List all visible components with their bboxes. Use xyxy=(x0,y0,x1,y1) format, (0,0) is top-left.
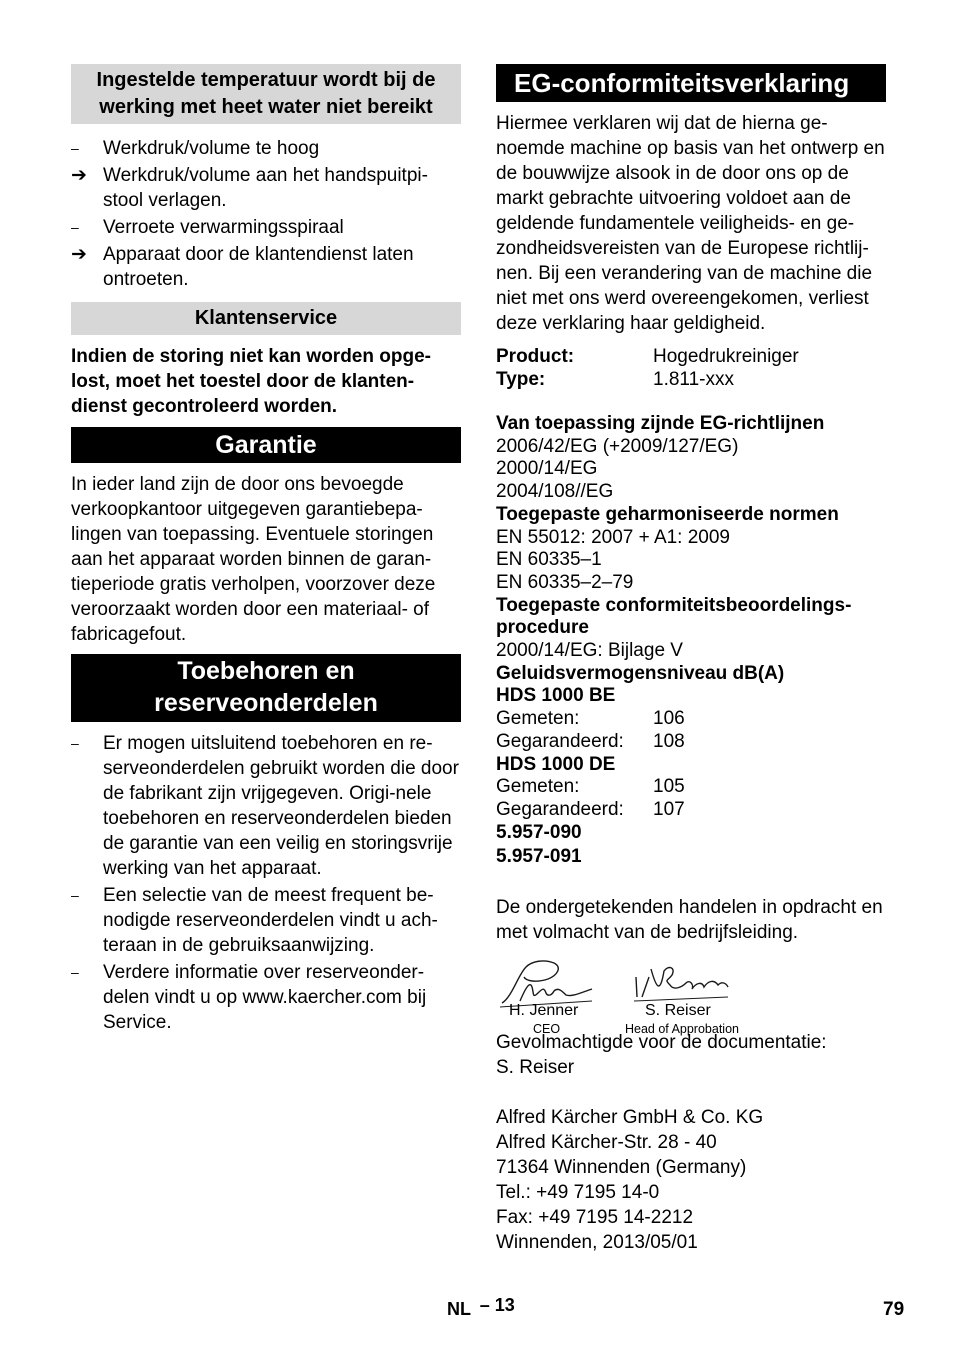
company-address xyxy=(496,1105,886,1255)
conformity-heading: EG-conformiteitsverklaring xyxy=(496,64,886,102)
measured-row xyxy=(496,776,886,799)
list-item-text: Verroete verwarmingsspiraal xyxy=(103,217,344,238)
directive-item: 2004/108//EG xyxy=(496,481,614,503)
address-line: Winnenden, 2013/05/01 xyxy=(496,1232,698,1254)
directive-item: 2000/14/EG xyxy=(496,458,598,480)
sound-heading: Geluidsvermogensniveau dB(A) xyxy=(496,662,785,684)
warranty-heading: Garantie xyxy=(71,427,461,463)
dash-icon: – xyxy=(71,887,79,903)
dash-icon: – xyxy=(71,735,79,751)
accessories-heading xyxy=(71,654,461,722)
section-page-number: – 13 xyxy=(479,1295,515,1315)
accessories-heading-line: reserveonderdelen xyxy=(154,689,378,717)
part-number: 5.957-091 xyxy=(496,846,582,868)
directive-item: 2006/42/EG (+2009/127/EG) xyxy=(496,435,739,457)
type-row xyxy=(496,368,886,391)
temperature-heading: Ingestelde temperatuur wordt bij de werking met heet water niet bereikt xyxy=(71,64,461,124)
list-item-text: Werkdruk/volume aan het handspuitpi-stool verlagen. xyxy=(103,165,428,211)
product-row xyxy=(496,345,886,368)
footer-language xyxy=(447,1295,515,1320)
guaranteed-row xyxy=(496,731,886,754)
list-item xyxy=(71,215,461,240)
dash-icon: – xyxy=(71,219,79,235)
guaranteed-value: 107 xyxy=(653,798,685,820)
address-line: Alfred Kärcher-Str. 28 - 40 xyxy=(496,1132,717,1154)
model-name: HDS 1000 BE xyxy=(496,685,616,707)
address-line: Alfred Kärcher GmbH & Co. KG xyxy=(496,1107,764,1129)
list-item xyxy=(71,883,461,958)
list-item xyxy=(71,136,461,161)
product-value: Hogedrukreiniger xyxy=(653,346,799,367)
dash-icon: – xyxy=(71,140,79,156)
page-number: 79 xyxy=(883,1299,905,1320)
product-label: Product: xyxy=(496,346,575,367)
conformity-intro: Hiermee verklaren wij dat de hierna ge-noemde machine op basis van het ontwerp en de bouwwijze alsook in de door ons op de markt gebrachte uitvoering voldoet aan de geldende fundamentele veiligheids- en ge-zondheidsvereisten van de Europese richtlij-nen. Bij een verandering van de machine die niet met ons werd overeengekomen, verliest deze verklaring haar geldigheid. xyxy=(496,113,885,334)
address-line: 71364 Winnenden (Germany) xyxy=(496,1157,747,1179)
directives-heading: Van toepassing zijnde EG-richtlijnen xyxy=(496,413,825,434)
list-item xyxy=(71,731,461,881)
guaranteed-label: Gegarandeerd: xyxy=(496,798,624,820)
documentation-label: Gevolmachtigde voor de documentatie: xyxy=(496,1032,827,1054)
measured-value: 105 xyxy=(653,776,685,798)
warranty-text: In ieder land zijn de door ons bevoegde verkoopkantoor uitgegeven garantiebepa-lingen van toepassing. Eventuele storingen aan het apparaat worden binnen de garan-tieperiode gratis verholpen, voorzover deze veroorzaakt worden door een materiaal- of fabricagefout. xyxy=(71,474,436,645)
temperature-list xyxy=(71,136,461,292)
list-item xyxy=(71,163,461,213)
signers-text: De ondergetekenden handelen in opdracht en met volmacht van de bedrijfsleiding. xyxy=(496,897,883,944)
list-item xyxy=(71,960,461,1035)
arrow-right-icon: ➔ xyxy=(71,165,87,186)
norm-item: EN 55012: 2007 + A1: 2009 xyxy=(496,526,731,548)
address-line: Fax: +49 7195 14-2212 xyxy=(496,1207,694,1229)
customer-service-heading: Klantenservice xyxy=(71,302,461,335)
customer-service-text: Indien de storing niet kan worden opge-lost, moet het toestel door de klanten-dienst gecontroleerd worden. xyxy=(71,346,431,417)
accessories-list xyxy=(71,731,461,1035)
part-number: 5.957-090 xyxy=(496,821,582,843)
guaranteed-row xyxy=(496,799,886,822)
signer-role: Head of Approbation xyxy=(625,1022,739,1037)
norm-item: EN 60335–1 xyxy=(496,549,602,571)
norm-item: EN 60335–2–79 xyxy=(496,571,634,593)
left-column xyxy=(71,64,461,1035)
list-item-text: Er mogen uitsluitend toebehoren en re-serveonderdelen gebruikt worden die door de fabrikant zijn vrijgegeven. Origi-nele toebehoren en reserveonderdelen bieden de garantie van een veilig en storingsvrije werking van het apparaat. xyxy=(103,733,459,879)
guaranteed-value: 108 xyxy=(653,730,685,752)
dash-icon: – xyxy=(71,964,79,980)
list-item-text: Werkdruk/volume te hoog xyxy=(103,138,320,159)
procedure-value: 2000/14/EG: Bijlage V xyxy=(496,640,683,662)
measured-row xyxy=(496,708,886,731)
list-item-text: Apparaat door de klantendienst laten ontroeten. xyxy=(103,244,414,290)
procedure-heading: procedure xyxy=(496,617,589,639)
address-line: Tel.: +49 7195 14-0 xyxy=(496,1182,660,1204)
list-item-text: Een selectie van de meest frequent be-nodigde reserveonderdelen vindt u ach-teraan in de gebruiksaanwijzing. xyxy=(103,885,438,956)
list-item xyxy=(71,242,461,292)
norms-heading: Toegepaste geharmoniseerde normen xyxy=(496,503,839,525)
measured-value: 106 xyxy=(653,708,685,730)
right-column xyxy=(496,64,886,1255)
signer-name: H. Jenner xyxy=(509,1002,579,1020)
product-info xyxy=(496,345,886,391)
guaranteed-label: Gegarandeerd: xyxy=(496,730,624,752)
signature-block xyxy=(496,957,886,1037)
type-label: Type: xyxy=(496,369,546,390)
measured-label: Gemeten: xyxy=(496,708,580,730)
language-code: NL xyxy=(447,1299,471,1319)
measured-label: Gemeten: xyxy=(496,776,580,798)
type-value: 1.811-xxx xyxy=(653,369,734,390)
list-item-text: Verdere informatie over reserveonder-delen vindt u op www.kaercher.com bij Service. xyxy=(103,962,427,1033)
documentation-name: S. Reiser xyxy=(496,1057,575,1079)
directives-block xyxy=(496,413,886,869)
signer-name: S. Reiser xyxy=(645,1002,711,1020)
procedure-heading: Toegepaste conformiteitsbeoordelings- xyxy=(496,594,852,616)
model-name: HDS 1000 DE xyxy=(496,753,616,775)
signer-role: CEO xyxy=(533,1022,561,1037)
accessories-heading-line: Toebehoren en xyxy=(177,657,355,685)
arrow-right-icon: ➔ xyxy=(71,244,87,265)
